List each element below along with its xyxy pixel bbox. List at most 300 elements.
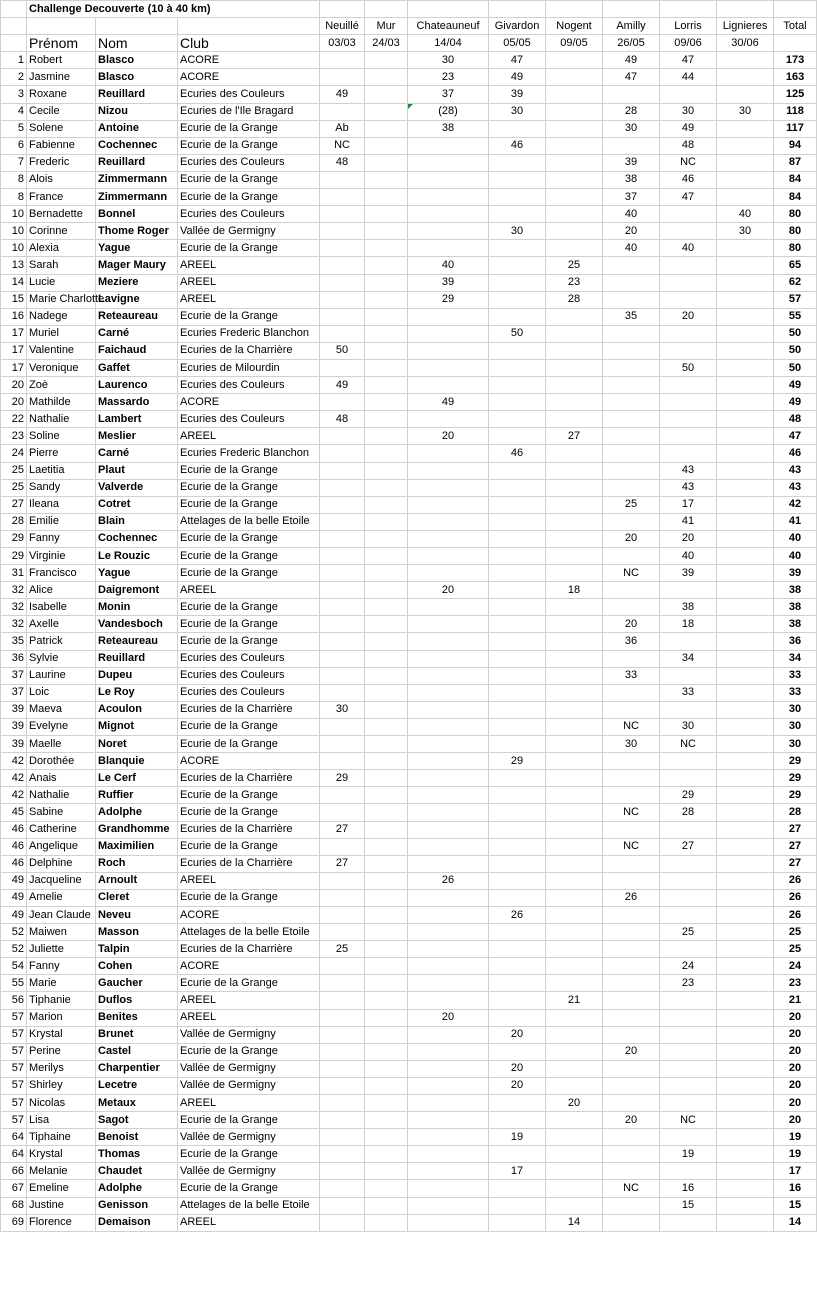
total-cell[interactable]: 26 xyxy=(774,872,817,889)
score-cell[interactable] xyxy=(320,1129,365,1146)
prenom-cell[interactable]: Bernadette xyxy=(27,206,96,223)
club-cell[interactable]: Ecuries de la Charrière xyxy=(178,941,320,958)
score-cell[interactable] xyxy=(717,530,774,547)
score-cell[interactable] xyxy=(365,941,408,958)
prenom-cell[interactable]: Laetitia xyxy=(27,462,96,479)
rank-cell[interactable]: 6 xyxy=(1,137,27,154)
prenom-cell[interactable]: Roxane xyxy=(27,86,96,103)
score-cell[interactable] xyxy=(320,359,365,376)
score-cell[interactable] xyxy=(365,1197,408,1214)
score-cell[interactable] xyxy=(603,548,660,565)
nom-cell[interactable]: Blanquie xyxy=(96,753,178,770)
score-cell[interactable] xyxy=(489,291,546,308)
prenom-cell[interactable]: Solene xyxy=(27,120,96,137)
score-cell[interactable] xyxy=(408,496,489,513)
score-cell[interactable] xyxy=(546,189,603,206)
total-cell[interactable]: 23 xyxy=(774,975,817,992)
total-cell[interactable]: 118 xyxy=(774,103,817,120)
score-cell[interactable] xyxy=(660,445,717,462)
score-cell[interactable] xyxy=(408,1077,489,1094)
score-cell[interactable]: 39 xyxy=(408,274,489,291)
club-cell[interactable]: Vallée de Germigny xyxy=(178,223,320,240)
nom-cell[interactable]: Valverde xyxy=(96,479,178,496)
score-cell[interactable]: 30 xyxy=(717,223,774,240)
score-cell[interactable]: 39 xyxy=(489,86,546,103)
score-cell[interactable] xyxy=(717,359,774,376)
score-cell[interactable] xyxy=(717,804,774,821)
score-cell[interactable] xyxy=(320,308,365,325)
score-cell[interactable] xyxy=(365,599,408,616)
score-cell[interactable] xyxy=(717,941,774,958)
club-cell[interactable]: AREEL xyxy=(178,582,320,599)
score-cell[interactable] xyxy=(320,223,365,240)
rank-cell[interactable]: 1 xyxy=(1,52,27,69)
club-cell[interactable]: AREEL xyxy=(178,428,320,445)
nom-cell[interactable]: Thome Roger xyxy=(96,223,178,240)
score-cell[interactable] xyxy=(717,667,774,684)
score-cell[interactable]: 27 xyxy=(320,855,365,872)
score-cell[interactable]: 28 xyxy=(660,804,717,821)
score-cell[interactable] xyxy=(489,1180,546,1197)
prenom-cell[interactable]: Pierre xyxy=(27,445,96,462)
prenom-cell[interactable]: Catherine xyxy=(27,821,96,838)
score-cell[interactable] xyxy=(546,445,603,462)
nom-cell[interactable]: Neveu xyxy=(96,906,178,923)
score-cell[interactable] xyxy=(717,1214,774,1231)
score-cell[interactable] xyxy=(408,958,489,975)
score-cell[interactable] xyxy=(546,787,603,804)
score-cell[interactable] xyxy=(320,565,365,582)
prenom-cell[interactable]: Krystal xyxy=(27,1146,96,1163)
score-cell[interactable] xyxy=(546,52,603,69)
nom-cell[interactable]: Mignot xyxy=(96,718,178,735)
rank-cell[interactable]: 57 xyxy=(1,1043,27,1060)
score-cell[interactable] xyxy=(603,257,660,274)
prenom-cell[interactable]: Nicolas xyxy=(27,1095,96,1112)
score-cell[interactable] xyxy=(546,103,603,120)
club-cell[interactable]: Ecuries de la Charrière xyxy=(178,342,320,359)
score-cell[interactable] xyxy=(365,1095,408,1112)
score-cell[interactable] xyxy=(489,206,546,223)
club-cell[interactable]: AREEL xyxy=(178,291,320,308)
score-cell[interactable]: 40 xyxy=(603,240,660,257)
prenom-cell[interactable]: Amelie xyxy=(27,889,96,906)
score-cell[interactable] xyxy=(320,736,365,753)
score-cell[interactable] xyxy=(660,1163,717,1180)
total-cell[interactable]: 94 xyxy=(774,137,817,154)
score-cell[interactable]: 20 xyxy=(489,1060,546,1077)
score-cell[interactable]: (28) xyxy=(408,103,489,120)
total-cell[interactable]: 40 xyxy=(774,548,817,565)
score-cell[interactable]: 38 xyxy=(408,120,489,137)
score-cell[interactable] xyxy=(717,1112,774,1129)
club-cell[interactable]: AREEL xyxy=(178,1214,320,1231)
total-cell[interactable]: 24 xyxy=(774,958,817,975)
nom-cell[interactable]: Zimmermann xyxy=(96,171,178,188)
score-cell[interactable] xyxy=(320,479,365,496)
score-cell[interactable] xyxy=(408,1163,489,1180)
score-cell[interactable] xyxy=(408,223,489,240)
score-cell[interactable] xyxy=(320,52,365,69)
rank-cell[interactable]: 20 xyxy=(1,394,27,411)
score-cell[interactable]: NC xyxy=(603,838,660,855)
score-cell[interactable] xyxy=(320,394,365,411)
total-cell[interactable]: 50 xyxy=(774,359,817,376)
score-cell[interactable] xyxy=(365,411,408,428)
rank-cell[interactable]: 64 xyxy=(1,1146,27,1163)
score-cell[interactable] xyxy=(489,770,546,787)
prenom-cell[interactable]: Nadege xyxy=(27,308,96,325)
total-cell[interactable]: 39 xyxy=(774,565,817,582)
rank-cell[interactable]: 69 xyxy=(1,1214,27,1231)
nom-cell[interactable]: Dupeu xyxy=(96,667,178,684)
score-cell[interactable] xyxy=(717,975,774,992)
score-cell[interactable]: 48 xyxy=(320,154,365,171)
score-cell[interactable] xyxy=(365,924,408,941)
rank-cell[interactable]: 4 xyxy=(1,103,27,120)
rank-cell[interactable]: 42 xyxy=(1,787,27,804)
prenom-cell[interactable]: Laurine xyxy=(27,667,96,684)
score-cell[interactable] xyxy=(660,941,717,958)
score-cell[interactable]: 25 xyxy=(320,941,365,958)
rank-cell[interactable]: 55 xyxy=(1,975,27,992)
score-cell[interactable] xyxy=(546,753,603,770)
rank-cell[interactable]: 8 xyxy=(1,189,27,206)
score-cell[interactable] xyxy=(660,701,717,718)
score-cell[interactable] xyxy=(546,223,603,240)
score-cell[interactable]: NC xyxy=(603,565,660,582)
score-cell[interactable] xyxy=(489,1214,546,1231)
score-cell[interactable] xyxy=(408,548,489,565)
club-cell[interactable]: AREEL xyxy=(178,1095,320,1112)
score-cell[interactable] xyxy=(717,855,774,872)
nom-cell[interactable]: Antoine xyxy=(96,120,178,137)
score-cell[interactable]: 49 xyxy=(320,86,365,103)
rank-cell[interactable]: 57 xyxy=(1,1095,27,1112)
club-cell[interactable]: Ecurie de la Grange xyxy=(178,804,320,821)
event-name-mur[interactable]: Mur xyxy=(365,18,408,35)
score-cell[interactable] xyxy=(320,1163,365,1180)
rank-cell[interactable]: 23 xyxy=(1,428,27,445)
score-cell[interactable] xyxy=(365,701,408,718)
score-cell[interactable] xyxy=(365,804,408,821)
score-cell[interactable] xyxy=(365,137,408,154)
prenom-cell[interactable]: Axelle xyxy=(27,616,96,633)
score-cell[interactable] xyxy=(489,257,546,274)
score-cell[interactable] xyxy=(320,889,365,906)
score-cell[interactable] xyxy=(546,565,603,582)
nom-cell[interactable]: Benoist xyxy=(96,1129,178,1146)
score-cell[interactable]: 30 xyxy=(660,718,717,735)
total-cell[interactable]: 30 xyxy=(774,736,817,753)
score-cell[interactable] xyxy=(365,1060,408,1077)
total-cell[interactable]: 14 xyxy=(774,1214,817,1231)
score-cell[interactable] xyxy=(365,103,408,120)
score-cell[interactable] xyxy=(408,342,489,359)
score-cell[interactable] xyxy=(717,479,774,496)
score-cell[interactable] xyxy=(408,189,489,206)
score-cell[interactable] xyxy=(320,906,365,923)
score-cell[interactable] xyxy=(717,1163,774,1180)
score-cell[interactable] xyxy=(717,906,774,923)
rank-cell[interactable]: 45 xyxy=(1,804,27,821)
score-cell[interactable]: 19 xyxy=(489,1129,546,1146)
rank-cell[interactable]: 52 xyxy=(1,941,27,958)
rank-cell[interactable]: 20 xyxy=(1,377,27,394)
score-cell[interactable] xyxy=(320,804,365,821)
score-cell[interactable] xyxy=(603,992,660,1009)
score-cell[interactable] xyxy=(365,548,408,565)
total-cell[interactable]: 25 xyxy=(774,941,817,958)
prenom-cell[interactable]: Jasmine xyxy=(27,69,96,86)
score-cell[interactable] xyxy=(489,599,546,616)
score-cell[interactable] xyxy=(365,223,408,240)
score-cell[interactable]: 41 xyxy=(660,513,717,530)
score-cell[interactable] xyxy=(408,616,489,633)
score-cell[interactable] xyxy=(717,599,774,616)
score-cell[interactable] xyxy=(489,872,546,889)
score-cell[interactable] xyxy=(489,855,546,872)
prenom-cell[interactable]: Marion xyxy=(27,1009,96,1026)
score-cell[interactable] xyxy=(365,667,408,684)
score-cell[interactable] xyxy=(408,838,489,855)
club-cell[interactable]: Ecuries de l'Ile Bragard xyxy=(178,103,320,120)
rank-cell[interactable]: 22 xyxy=(1,411,27,428)
prenom-cell[interactable]: Alice xyxy=(27,582,96,599)
score-cell[interactable] xyxy=(717,582,774,599)
score-cell[interactable] xyxy=(603,1197,660,1214)
nom-cell[interactable]: Acoulon xyxy=(96,701,178,718)
score-cell[interactable] xyxy=(408,770,489,787)
score-cell[interactable] xyxy=(660,86,717,103)
score-cell[interactable] xyxy=(365,1214,408,1231)
rank-cell[interactable]: 16 xyxy=(1,308,27,325)
event-name-lignieres[interactable]: Lignieres xyxy=(717,18,774,35)
nom-cell[interactable]: Yague xyxy=(96,240,178,257)
score-cell[interactable] xyxy=(320,462,365,479)
score-cell[interactable] xyxy=(717,1095,774,1112)
rank-cell[interactable]: 49 xyxy=(1,906,27,923)
prenom-cell[interactable]: Francisco xyxy=(27,565,96,582)
score-cell[interactable]: 21 xyxy=(546,992,603,1009)
nom-cell[interactable]: Demaison xyxy=(96,1214,178,1231)
score-cell[interactable] xyxy=(660,1026,717,1043)
nom-cell[interactable]: Arnoult xyxy=(96,872,178,889)
nom-cell[interactable]: Lecetre xyxy=(96,1077,178,1094)
rank-cell[interactable]: 27 xyxy=(1,496,27,513)
score-cell[interactable] xyxy=(546,599,603,616)
score-cell[interactable] xyxy=(717,394,774,411)
score-cell[interactable] xyxy=(320,1060,365,1077)
total-cell[interactable]: 19 xyxy=(774,1146,817,1163)
club-cell[interactable]: Ecurie de la Grange xyxy=(178,479,320,496)
score-cell[interactable] xyxy=(546,616,603,633)
score-cell[interactable] xyxy=(660,274,717,291)
nom-cell[interactable]: Maximilien xyxy=(96,838,178,855)
score-cell[interactable] xyxy=(365,154,408,171)
prenom-cell[interactable]: Fanny xyxy=(27,530,96,547)
score-cell[interactable]: 27 xyxy=(546,428,603,445)
score-cell[interactable] xyxy=(603,86,660,103)
score-cell[interactable] xyxy=(408,137,489,154)
score-cell[interactable] xyxy=(365,513,408,530)
club-cell[interactable]: Ecuries de Milourdin xyxy=(178,359,320,376)
score-cell[interactable] xyxy=(546,718,603,735)
total-cell[interactable]: 29 xyxy=(774,787,817,804)
nom-cell[interactable]: Laurenco xyxy=(96,377,178,394)
score-cell[interactable] xyxy=(320,428,365,445)
score-cell[interactable] xyxy=(603,599,660,616)
event-date-lorris[interactable]: 09/06 xyxy=(660,35,717,52)
total-cell[interactable]: 46 xyxy=(774,445,817,462)
score-cell[interactable] xyxy=(489,274,546,291)
total-cell[interactable]: 87 xyxy=(774,154,817,171)
score-cell[interactable] xyxy=(717,274,774,291)
score-cell[interactable] xyxy=(408,992,489,1009)
score-cell[interactable] xyxy=(365,1077,408,1094)
score-cell[interactable] xyxy=(717,770,774,787)
score-cell[interactable] xyxy=(546,821,603,838)
score-cell[interactable] xyxy=(365,69,408,86)
score-cell[interactable] xyxy=(717,958,774,975)
score-cell[interactable] xyxy=(489,120,546,137)
score-cell[interactable] xyxy=(320,924,365,941)
score-cell[interactable] xyxy=(660,821,717,838)
score-cell[interactable]: 48 xyxy=(320,411,365,428)
score-cell[interactable] xyxy=(320,189,365,206)
nom-cell[interactable]: Duflos xyxy=(96,992,178,1009)
score-cell[interactable] xyxy=(603,274,660,291)
score-cell[interactable] xyxy=(320,787,365,804)
rank-cell[interactable]: 29 xyxy=(1,548,27,565)
nom-cell[interactable]: Metaux xyxy=(96,1095,178,1112)
score-cell[interactable] xyxy=(603,325,660,342)
rank-cell[interactable]: 24 xyxy=(1,445,27,462)
score-cell[interactable] xyxy=(365,325,408,342)
club-cell[interactable]: Ecuries de la Charrière xyxy=(178,701,320,718)
score-cell[interactable]: 29 xyxy=(408,291,489,308)
nom-cell[interactable]: Charpentier xyxy=(96,1060,178,1077)
score-cell[interactable] xyxy=(660,667,717,684)
score-cell[interactable] xyxy=(546,325,603,342)
score-cell[interactable] xyxy=(365,906,408,923)
score-cell[interactable] xyxy=(603,1163,660,1180)
score-cell[interactable]: 30 xyxy=(603,736,660,753)
score-cell[interactable] xyxy=(489,975,546,992)
score-cell[interactable] xyxy=(365,479,408,496)
score-cell[interactable] xyxy=(408,240,489,257)
score-cell[interactable] xyxy=(717,513,774,530)
score-cell[interactable] xyxy=(489,582,546,599)
score-cell[interactable] xyxy=(660,223,717,240)
score-cell[interactable] xyxy=(365,462,408,479)
score-cell[interactable] xyxy=(546,1197,603,1214)
rank-cell[interactable]: 68 xyxy=(1,1197,27,1214)
score-cell[interactable]: 30 xyxy=(603,120,660,137)
total-cell[interactable]: 47 xyxy=(774,428,817,445)
score-cell[interactable] xyxy=(717,240,774,257)
prenom-cell[interactable]: Mathilde xyxy=(27,394,96,411)
club-cell[interactable]: Ecuries des Couleurs xyxy=(178,154,320,171)
club-cell[interactable]: Ecurie de la Grange xyxy=(178,718,320,735)
score-cell[interactable]: 18 xyxy=(546,582,603,599)
score-cell[interactable]: 20 xyxy=(408,582,489,599)
score-cell[interactable]: 27 xyxy=(660,838,717,855)
club-cell[interactable]: Ecuries Frederic Blanchon xyxy=(178,325,320,342)
score-cell[interactable]: 34 xyxy=(660,650,717,667)
score-cell[interactable] xyxy=(365,86,408,103)
score-cell[interactable] xyxy=(546,513,603,530)
rank-cell[interactable]: 67 xyxy=(1,1180,27,1197)
score-cell[interactable] xyxy=(365,120,408,137)
score-cell[interactable] xyxy=(546,377,603,394)
rank-cell[interactable]: 3 xyxy=(1,86,27,103)
score-cell[interactable]: 20 xyxy=(603,223,660,240)
rank-cell[interactable]: 39 xyxy=(1,701,27,718)
nom-cell[interactable]: Le Cerf xyxy=(96,770,178,787)
total-cell[interactable]: 36 xyxy=(774,633,817,650)
club-cell[interactable]: Ecuries de la Charrière xyxy=(178,821,320,838)
score-cell[interactable] xyxy=(717,52,774,69)
score-cell[interactable] xyxy=(546,137,603,154)
rank-cell[interactable]: 66 xyxy=(1,1163,27,1180)
score-cell[interactable] xyxy=(603,1026,660,1043)
prenom-cell[interactable]: Virginie xyxy=(27,548,96,565)
event-date-amilly[interactable]: 26/05 xyxy=(603,35,660,52)
prenom-cell[interactable]: France xyxy=(27,189,96,206)
score-cell[interactable] xyxy=(546,462,603,479)
score-cell[interactable] xyxy=(489,428,546,445)
nom-cell[interactable]: Carné xyxy=(96,325,178,342)
score-cell[interactable] xyxy=(717,1026,774,1043)
total-cell[interactable]: 84 xyxy=(774,171,817,188)
score-cell[interactable]: 18 xyxy=(660,616,717,633)
total-cell[interactable]: 21 xyxy=(774,992,817,1009)
club-cell[interactable]: Ecurie de la Grange xyxy=(178,548,320,565)
score-cell[interactable] xyxy=(489,1112,546,1129)
prenom-cell[interactable]: Muriel xyxy=(27,325,96,342)
score-cell[interactable] xyxy=(546,1146,603,1163)
score-cell[interactable] xyxy=(717,1180,774,1197)
score-cell[interactable] xyxy=(603,1077,660,1094)
score-cell[interactable]: 20 xyxy=(546,1095,603,1112)
score-cell[interactable] xyxy=(546,394,603,411)
nom-cell[interactable]: Reteaureau xyxy=(96,308,178,325)
score-cell[interactable]: 27 xyxy=(320,821,365,838)
score-cell[interactable] xyxy=(408,171,489,188)
prenom-cell[interactable]: Jean Claude xyxy=(27,906,96,923)
score-cell[interactable] xyxy=(408,359,489,376)
score-cell[interactable] xyxy=(408,445,489,462)
score-cell[interactable] xyxy=(320,1009,365,1026)
event-date-chateauneuf[interactable]: 14/04 xyxy=(408,35,489,52)
rank-cell[interactable]: 52 xyxy=(1,924,27,941)
score-cell[interactable]: 49 xyxy=(489,69,546,86)
rank-cell[interactable]: 32 xyxy=(1,582,27,599)
score-cell[interactable] xyxy=(717,462,774,479)
score-cell[interactable] xyxy=(489,308,546,325)
nom-cell[interactable]: Blasco xyxy=(96,69,178,86)
score-cell[interactable] xyxy=(489,154,546,171)
score-cell[interactable] xyxy=(489,958,546,975)
score-cell[interactable] xyxy=(408,941,489,958)
score-cell[interactable] xyxy=(408,513,489,530)
score-cell[interactable] xyxy=(603,359,660,376)
club-cell[interactable]: Vallée de Germigny xyxy=(178,1163,320,1180)
total-cell[interactable]: 125 xyxy=(774,86,817,103)
score-cell[interactable] xyxy=(546,1163,603,1180)
score-cell[interactable] xyxy=(717,736,774,753)
